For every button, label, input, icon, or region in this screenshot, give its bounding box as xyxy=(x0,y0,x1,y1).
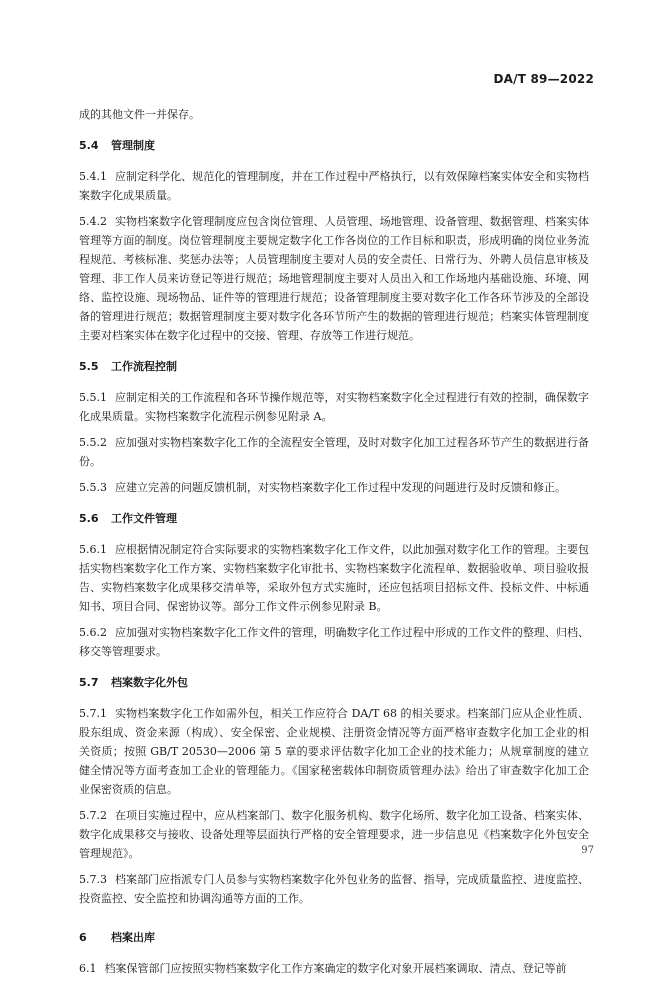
paragraph-5-7-3: 5.7.3 档案部门应指派专门人员参与实物档案数字化外包业务的监督、指导，完成质量监控、进度监控、投资监控、安全监控和协调沟通等方面的工作。 xyxy=(79,873,589,905)
section-heading-5-4: 5.4 管理制度 xyxy=(79,139,155,152)
paragraph-5-5-3: 5.5.3 应建立完善的问题反馈机制，对实物档案数字化工作过程中发现的问题进行及时反馈和修正。 xyxy=(79,481,566,494)
paragraph-5-6-1: 5.6.1 应根据情况制定符合实际要求的实物档案数字化工作文件，以此加强对数字化工作的管理。主要包括实物档案数字化工作方案、实物档案数字化审批书、实物档案数字化流程单、数据验收单、项目验收报告、实物档案数字化成果移交清单等，采取外包方式实施时，还应包括项目招标文件、投标文件、中标通知书、项目合同、保密协议等。部分工作文件示例参见附录 B。 xyxy=(79,543,589,613)
paragraph: 成的其他文件一并保存。 xyxy=(79,108,200,121)
section-heading-5-6: 5.6 工作文件管理 xyxy=(79,512,177,525)
paragraph-5-5-2: 5.5.2 应加强对实物档案数字化工作的全流程安全管理，及时对数字化加工过程各环节产生的数据进行备份。 xyxy=(79,436,589,468)
chapter-heading-6: 6 档案出库 xyxy=(79,931,155,944)
paragraph-5-5-1: 5.5.1 应制定相关的工作流程和各环节操作规范等，对实物档案数字化全过程进行有效的控制，确保数字化成果质量。实物档案数字化流程示例参见附录 A。 xyxy=(79,391,589,423)
paragraph-5-6-2: 5.6.2 应加强对实物档案数字化工作文件的管理，明确数字化工作过程中形成的工作文件的整理、归档、移交等管理要求。 xyxy=(79,626,589,658)
paragraph-5-7-2: 5.7.2 在项目实施过程中，应从档案部门、数字化服务机构、数字化场所、数字化加工设备、档案实体、数字化成果移交与接收、设备处理等层面执行严格的安全管理要求，进一步信息见《档案数字化外包安全管理规范》。 xyxy=(79,809,589,860)
paragraph-5-4-1: 5.4.1 应制定科学化、规范化的管理制度，并在工作过程中严格执行，以有效保障档案实体安全和实物档案数字化成果质量。 xyxy=(79,170,589,202)
document-body xyxy=(79,105,589,985)
section-heading-5-5: 5.5 工作流程控制 xyxy=(79,360,177,373)
section-heading-5-7: 5.7 档案数字化外包 xyxy=(79,676,188,689)
page-number: 97 xyxy=(581,845,594,856)
paragraph-5-4-2: 5.4.2 实物档案数字化管理制度应包含岗位管理、人员管理、场地管理、设备管理、数据管理、档案实体管理等方面的制度。岗位管理制度主要规定数字化工作各岗位的工作目标和职责，形成明确的岗位业务流程规范、考核标准、奖惩办法等；人员管理制度主要对人员的安全责任、日常行为、外聘人员信息审核及管理、非工作人员来访登记等进行规范；场地管理制度主要对人员出入和工作场地内基础设施、环境、网络、监控设施、现场物品、证件等的管理进行规范；设备管理制度主要对数字化工作各环节涉及的全部设备的管理进行规范；数据管理制度主要对数字化各环节所产生的数据的管理进行规范；档案实体管理制度主要对档案实体在数字化过程中的交接、管理、存放等工作进行规范。 xyxy=(79,215,589,342)
paragraph-6-1: 6.1 档案保管部门应按照实物档案数字化工作方案确定的数字化对象开展档案调取、清点、登记等前 xyxy=(79,962,567,975)
paragraph-5-7-1: 5.7.1 实物档案数字化工作如需外包，相关工作应符合 DA/T 68 的相关要求。档案部门应从企业性质、股东组成、资金来源（构成）、安全保密、企业规模、注册资金情况等方面严格审查数字化加工企业的相关资质；按照 GB/T 20530—2006 第 5 章的要求评估数字化加工企业的技术能力；从规章制度的建立健全情况等方面考查加工企业的管理能力。《国家秘密载体印制资质管理办法》给出了审查数字化加工企业保密资质的信息。 xyxy=(79,707,589,796)
standard-code: DA/T 89—2022 xyxy=(493,72,594,86)
